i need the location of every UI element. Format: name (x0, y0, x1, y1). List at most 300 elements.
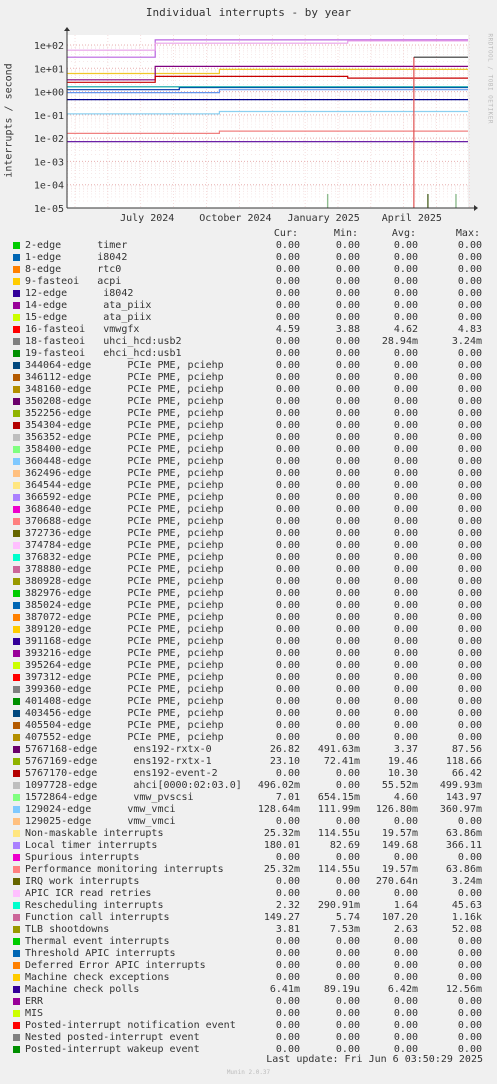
legend-row (0, 864, 497, 876)
legend-avg-value: 10.30 (387, 768, 418, 779)
legend-swatch (13, 614, 20, 621)
legend-series-name: Rescheduling interrupts (25, 900, 164, 911)
legend-cur-value: 26.82 (269, 744, 300, 755)
legend-series-name: 129025-edge vmw_vmci (25, 816, 176, 827)
legend-min-value: 0.00 (335, 720, 360, 731)
legend-min-value: 0.00 (335, 948, 360, 959)
legend-max-value: 143.97 (445, 792, 482, 803)
legend-series-name: 348160-edge PCIe PME, pciehp (25, 384, 224, 395)
legend-series-name: 397312-edge PCIe PME, pciehp (25, 672, 224, 683)
legend-row (0, 564, 497, 576)
legend-cur-value: 0.00 (275, 408, 300, 419)
legend-series-name: 129024-edge vmw_vmci (25, 804, 176, 815)
legend-cur-value: 0.00 (275, 672, 300, 683)
legend-min-value: 0.00 (335, 780, 360, 791)
legend-row (0, 756, 497, 768)
legend-series-name: Machine check exceptions (25, 972, 170, 983)
legend-row (0, 984, 497, 996)
legend-min-value: 0.00 (335, 960, 360, 971)
legend-max-value: 0.00 (457, 816, 482, 827)
legend-swatch (13, 674, 20, 681)
legend-series-name: Nested posted-interrupt event (25, 1032, 200, 1043)
legend-cur-value: 6.41m (269, 984, 300, 995)
legend-row (0, 420, 497, 432)
legend-max-value: 0.00 (457, 996, 482, 1007)
legend-min-value: 0.00 (335, 276, 360, 287)
legend-row (0, 504, 497, 516)
legend-avg-value: 3.37 (393, 744, 418, 755)
legend-series-name: Threshold APIC interrupts (25, 948, 176, 959)
legend-series-name: 19-fasteoi ehci_hcd:usb1 (25, 348, 182, 359)
legend-max-value: 0.00 (457, 552, 482, 563)
legend-max-value: 0.00 (457, 396, 482, 407)
legend-swatch (13, 770, 20, 777)
legend-max-value: 0.00 (457, 492, 482, 503)
legend-avg-value: 19.57m (381, 864, 418, 875)
legend-cur-value: 0.00 (275, 420, 300, 431)
legend-row (0, 264, 497, 276)
legend-cur-value: 0.00 (275, 480, 300, 491)
legend-cur-value: 0.00 (275, 456, 300, 467)
legend-avg-value: 107.20 (381, 912, 418, 923)
legend-row (0, 936, 497, 948)
legend-min-value: 0.00 (335, 576, 360, 587)
legend-cur-value: 0.00 (275, 732, 300, 743)
legend-row (0, 612, 497, 624)
legend-series-name: Deferred Error APIC interrupts (25, 960, 206, 971)
legend-cur-value: 0.00 (275, 684, 300, 695)
legend-row (0, 648, 497, 660)
legend-max-value: 3.24m (451, 336, 482, 347)
legend-avg-value: 0.00 (393, 576, 418, 587)
legend-avg-value: 0.00 (393, 420, 418, 431)
legend-series-name: Performance monitoring interrupts (25, 864, 224, 875)
legend-swatch (13, 398, 20, 405)
legend-cur-value: 3.81 (275, 924, 300, 935)
legend-min-value: 0.00 (335, 432, 360, 443)
legend-cur-value: 2.32 (275, 900, 300, 911)
legend-min-value: 0.00 (335, 252, 360, 263)
legend-avg-value: 0.00 (393, 948, 418, 959)
legend-swatch (13, 686, 20, 693)
legend-row (0, 780, 497, 792)
legend-swatch (13, 758, 20, 765)
legend-avg-value: 0.00 (393, 360, 418, 371)
legend-max-value: 0.00 (457, 288, 482, 299)
legend-swatch (13, 818, 20, 825)
legend-min-value: 0.00 (335, 492, 360, 503)
legend-min-value: 0.00 (335, 444, 360, 455)
legend-series-name: 346112-edge PCIe PME, pciehp (25, 372, 224, 383)
legend-cur-value: 0.00 (275, 432, 300, 443)
legend-row (0, 948, 497, 960)
legend-swatch (13, 710, 20, 717)
legend-row (0, 708, 497, 720)
legend-min-value: 0.00 (335, 396, 360, 407)
legend-row (0, 276, 497, 288)
legend-avg-value: 4.60 (393, 792, 418, 803)
chart-plot (0, 0, 497, 228)
legend-max-value: 63.86m (445, 828, 482, 839)
legend-max-value: 0.00 (457, 456, 482, 467)
legend-row (0, 300, 497, 312)
legend-cur-value: 0.00 (275, 768, 300, 779)
legend-series-name: 356352-edge PCIe PME, pciehp (25, 432, 224, 443)
legend-swatch (13, 482, 20, 489)
legend-min-value: 0.00 (335, 672, 360, 683)
legend-min-value: 0.00 (335, 936, 360, 947)
legend-swatch (13, 698, 20, 705)
legend-max-value: 360.97m (439, 804, 482, 815)
legend-series-name: 366592-edge PCIe PME, pciehp (25, 492, 224, 503)
legend-cur-value: 0.00 (275, 384, 300, 395)
legend-row (0, 324, 497, 336)
legend-cur-value: 496.02m (257, 780, 300, 791)
legend-cur-value: 0.00 (275, 564, 300, 575)
legend-min-value: 0.00 (335, 240, 360, 251)
legend-series-name: Machine check polls (25, 984, 140, 995)
plot-area (67, 35, 468, 208)
legend-avg-value: 0.00 (393, 972, 418, 983)
legend-avg-value: 0.00 (393, 648, 418, 659)
legend-avg-value: 0.00 (393, 252, 418, 263)
legend-series-name: 5767170-edge ens192-event-2 (25, 768, 218, 779)
legend-avg-value: 2.63 (393, 924, 418, 935)
header-avg: Avg: (391, 228, 416, 239)
legend-avg-value: 0.00 (393, 348, 418, 359)
legend-min-value: 0.00 (335, 972, 360, 983)
legend-cur-value: 0.00 (275, 696, 300, 707)
legend-max-value: 0.00 (457, 1020, 482, 1031)
legend-series-name: 370688-edge PCIe PME, pciehp (25, 516, 224, 527)
legend-cur-value: 0.00 (275, 648, 300, 659)
legend-cur-value: 149.27 (263, 912, 300, 923)
legend-swatch (13, 518, 20, 525)
legend-row (0, 768, 497, 780)
legend-header (0, 228, 497, 240)
legend-swatch (13, 458, 20, 465)
legend-max-value: 0.00 (457, 636, 482, 647)
legend-avg-value: 0.00 (393, 996, 418, 1007)
legend-avg-value: 0.00 (393, 384, 418, 395)
legend-swatch (13, 962, 20, 969)
legend-series-name: 393216-edge PCIe PME, pciehp (25, 648, 224, 659)
legend-min-value: 0.00 (335, 1020, 360, 1031)
legend-series-name: 1-edge i8042 (25, 252, 128, 263)
legend-avg-value: 0.00 (393, 936, 418, 947)
legend-cur-value: 0.00 (275, 240, 300, 251)
legend-max-value: 0.00 (457, 1044, 482, 1055)
legend-min-value: 0.00 (335, 612, 360, 623)
legend-avg-value: 0.00 (393, 1008, 418, 1019)
legend-swatch (13, 938, 20, 945)
legend-row (0, 456, 497, 468)
legend-row (0, 600, 497, 612)
legend-series-name: 16-fasteoi vmwgfx (25, 324, 140, 335)
legend-min-value: 0.00 (335, 852, 360, 863)
legend-max-value: 0.00 (457, 948, 482, 959)
legend-cur-value: 0.00 (275, 336, 300, 347)
legend-cur-value: 0.00 (275, 396, 300, 407)
legend-min-value: 7.53m (329, 924, 360, 935)
legend-avg-value: 0.00 (393, 372, 418, 383)
legend-max-value: 0.00 (457, 516, 482, 527)
legend-avg-value: 19.57m (381, 828, 418, 839)
legend-min-value: 0.00 (335, 372, 360, 383)
legend-cur-value: 25.32m (263, 828, 300, 839)
legend-avg-value: 0.00 (393, 636, 418, 647)
legend-series-name: 407552-edge PCIe PME, pciehp (25, 732, 224, 743)
legend-swatch (13, 374, 20, 381)
legend-swatch (13, 386, 20, 393)
legend-max-value: 0.00 (457, 732, 482, 743)
legend-swatch (13, 782, 20, 789)
legend-min-value: 0.00 (335, 708, 360, 719)
legend-cur-value: 0.00 (275, 972, 300, 983)
legend-avg-value: 0.00 (393, 624, 418, 635)
legend-avg-value: 0.00 (393, 444, 418, 455)
legend-swatch (13, 602, 20, 609)
legend-max-value: 52.08 (451, 924, 482, 935)
legend-cur-value: 0.00 (275, 852, 300, 863)
legend-row (0, 696, 497, 708)
legend-series-name: 344064-edge PCIe PME, pciehp (25, 360, 224, 371)
legend-row (0, 552, 497, 564)
legend-swatch (13, 242, 20, 249)
legend-row (0, 912, 497, 924)
legend-min-value: 0.00 (335, 288, 360, 299)
legend-min-value: 0.00 (335, 1044, 360, 1055)
legend-cur-value: 0.00 (275, 348, 300, 359)
legend-row (0, 804, 497, 816)
legend-max-value: 0.00 (457, 540, 482, 551)
legend-max-value: 0.00 (457, 420, 482, 431)
legend-avg-value: 0.00 (393, 300, 418, 311)
legend-avg-value: 0.00 (393, 696, 418, 707)
legend-cur-value: 0.00 (275, 636, 300, 647)
legend-max-value: 0.00 (457, 708, 482, 719)
legend-series-name: Non-maskable interrupts (25, 828, 164, 839)
legend-row (0, 888, 497, 900)
legend-row (0, 996, 497, 1008)
legend-series-name: APIC ICR read retries (25, 888, 152, 899)
legend-min-value: 82.69 (329, 840, 360, 851)
legend-min-value: 0.00 (335, 696, 360, 707)
legend-avg-value: 270.64n (375, 876, 418, 887)
legend-swatch (13, 986, 20, 993)
legend-row (0, 336, 497, 348)
legend-cur-value: 0.00 (275, 516, 300, 527)
legend-min-value: 114.55u (317, 828, 360, 839)
legend-avg-value: 0.00 (393, 852, 418, 863)
legend-min-value: 0.00 (335, 564, 360, 575)
legend-swatch (13, 1046, 20, 1053)
legend-row (0, 852, 497, 864)
legend-avg-value: 0.00 (393, 396, 418, 407)
last-update: Last update: Fri Jun 6 03:50:29 2025 (266, 1054, 483, 1065)
legend-series-name: 395264-edge PCIe PME, pciehp (25, 660, 224, 671)
legend-series-name: Posted-interrupt wakeup event (25, 1044, 200, 1055)
legend-max-value: 1.16k (451, 912, 482, 923)
legend-series-name: Function call interrupts (25, 912, 170, 923)
legend-series-name: IRQ work interrupts (25, 876, 140, 887)
legend-series-name: 14-edge ata_piix (25, 300, 152, 311)
legend-min-value: 0.00 (335, 540, 360, 551)
legend-max-value: 0.00 (457, 240, 482, 251)
legend-avg-value: 126.80m (375, 804, 418, 815)
legend-series-name: 364544-edge PCIe PME, pciehp (25, 480, 224, 491)
legend-avg-value: 0.00 (393, 684, 418, 695)
legend-series-name: 358400-edge PCIe PME, pciehp (25, 444, 224, 455)
legend-swatch (13, 662, 20, 669)
legend-series-name: 354304-edge PCIe PME, pciehp (25, 420, 224, 431)
legend-avg-value: 55.52m (381, 780, 418, 791)
rrdtool-watermark: RRDTOOL / TOBI OETIKER (486, 33, 494, 124)
legend-series-name: 391168-edge PCIe PME, pciehp (25, 636, 224, 647)
legend-avg-value: 28.94m (381, 336, 418, 347)
legend-swatch (13, 1010, 20, 1017)
legend-row (0, 408, 497, 420)
legend-min-value: 0.00 (335, 504, 360, 515)
legend-swatch (13, 1022, 20, 1029)
legend-max-value: 0.00 (457, 312, 482, 323)
legend-row (0, 540, 497, 552)
legend-row (0, 240, 497, 252)
legend-series-name: 399360-edge PCIe PME, pciehp (25, 684, 224, 695)
legend-min-value: 491.63m (317, 744, 360, 755)
legend-min-value: 654.15m (317, 792, 360, 803)
legend-max-value: 0.00 (457, 360, 482, 371)
legend-cur-value: 128.64m (257, 804, 300, 815)
legend-swatch (13, 278, 20, 285)
legend-swatch (13, 554, 20, 561)
legend-cur-value: 0.00 (275, 624, 300, 635)
legend-row (0, 720, 497, 732)
legend-avg-value: 0.00 (393, 720, 418, 731)
legend-min-value: 114.55u (317, 864, 360, 875)
x-tick-label: October 2024 (199, 213, 272, 224)
legend-swatch (13, 566, 20, 573)
legend-swatch (13, 866, 20, 873)
legend-row (0, 1008, 497, 1020)
legend-row (0, 672, 497, 684)
legend-min-value: 0.00 (335, 1008, 360, 1019)
legend-cur-value: 0.00 (275, 504, 300, 515)
legend-row (0, 972, 497, 984)
legend-avg-value: 0.00 (393, 312, 418, 323)
legend-max-value: 0.00 (457, 720, 482, 731)
legend-swatch (13, 266, 20, 273)
legend-max-value: 0.00 (457, 564, 482, 575)
y-tick-label: 1e-02 (33, 134, 64, 146)
legend-cur-value: 0.00 (275, 1044, 300, 1055)
legend-cur-value: 0.00 (275, 1020, 300, 1031)
legend-series-name: 1097728-edge ahci[0000:02:03.0] (25, 780, 242, 791)
legend-min-value: 0.00 (335, 1032, 360, 1043)
legend-min-value: 0.00 (335, 624, 360, 635)
legend-cur-value: 23.10 (269, 756, 300, 767)
legend-swatch (13, 902, 20, 909)
legend-max-value: 0.00 (457, 660, 482, 671)
legend-min-value: 0.00 (335, 408, 360, 419)
legend-min-value: 0.00 (335, 300, 360, 311)
legend-min-value: 0.00 (335, 732, 360, 743)
legend-cur-value: 0.00 (275, 720, 300, 731)
legend-avg-value: 149.68 (381, 840, 418, 851)
legend-min-value: 0.00 (335, 636, 360, 647)
legend-cur-value: 0.00 (275, 372, 300, 383)
legend-series-name: 18-fasteoi uhci_hcd:usb2 (25, 336, 182, 347)
legend-swatch (13, 326, 20, 333)
legend-series-name: 380928-edge PCIe PME, pciehp (25, 576, 224, 587)
legend-max-value: 0.00 (457, 1008, 482, 1019)
legend-max-value: 66.42 (451, 768, 482, 779)
legend-cur-value: 0.00 (275, 360, 300, 371)
y-tick-label: 1e-05 (33, 204, 64, 215)
legend-cur-value: 0.00 (275, 552, 300, 563)
legend-series-name: 8-edge rtc0 (25, 264, 122, 275)
x-tick-label: July 2024 (120, 213, 175, 224)
legend-row (0, 576, 497, 588)
legend-max-value: 0.00 (457, 444, 482, 455)
legend-swatch (13, 914, 20, 921)
legend-series-name: 403456-edge PCIe PME, pciehp (25, 708, 224, 719)
legend-swatch (13, 806, 20, 813)
legend-row (0, 444, 497, 456)
legend-swatch (13, 410, 20, 417)
legend-cur-value: 0.00 (275, 528, 300, 539)
legend-avg-value: 0.00 (393, 528, 418, 539)
legend-avg-value: 0.00 (393, 1032, 418, 1043)
legend-swatch (13, 854, 20, 861)
header-min: Min: (333, 228, 358, 239)
legend-series-name: 385024-edge PCIe PME, pciehp (25, 600, 224, 611)
legend-row (0, 660, 497, 672)
legend-swatch (13, 746, 20, 753)
legend-avg-value: 0.00 (393, 816, 418, 827)
legend-max-value: 0.00 (457, 480, 482, 491)
x-tick-label: April 2025 (381, 213, 442, 224)
legend-max-value: 0.00 (457, 528, 482, 539)
legend-avg-value: 0.00 (393, 432, 418, 443)
legend-swatch (13, 338, 20, 345)
legend-max-value: 0.00 (457, 600, 482, 611)
y-tick-label: 1e+01 (33, 64, 64, 76)
legend-max-value: 0.00 (457, 612, 482, 623)
legend-min-value: 0.00 (335, 360, 360, 371)
legend-swatch (13, 470, 20, 477)
legend-row (0, 960, 497, 972)
legend-row (0, 360, 497, 372)
legend-cur-value: 0.00 (275, 468, 300, 479)
legend-row (0, 924, 497, 936)
legend-avg-value: 0.00 (393, 240, 418, 251)
legend-min-value: 0.00 (335, 816, 360, 827)
legend-min-value: 0.00 (335, 264, 360, 275)
legend-max-value: 0.00 (457, 972, 482, 983)
legend-min-value: 0.00 (335, 456, 360, 467)
legend-min-value: 72.41m (323, 756, 360, 767)
legend-cur-value: 4.59 (275, 324, 300, 335)
legend-avg-value: 19.46 (387, 756, 418, 767)
legend-cur-value: 0.00 (275, 600, 300, 611)
legend-max-value: 0.00 (457, 852, 482, 863)
legend-series-name: MIS (25, 1008, 44, 1019)
legend-cur-value: 0.00 (275, 876, 300, 887)
legend-cur-value: 0.00 (275, 660, 300, 671)
legend-swatch (13, 422, 20, 429)
legend-swatch (13, 530, 20, 537)
